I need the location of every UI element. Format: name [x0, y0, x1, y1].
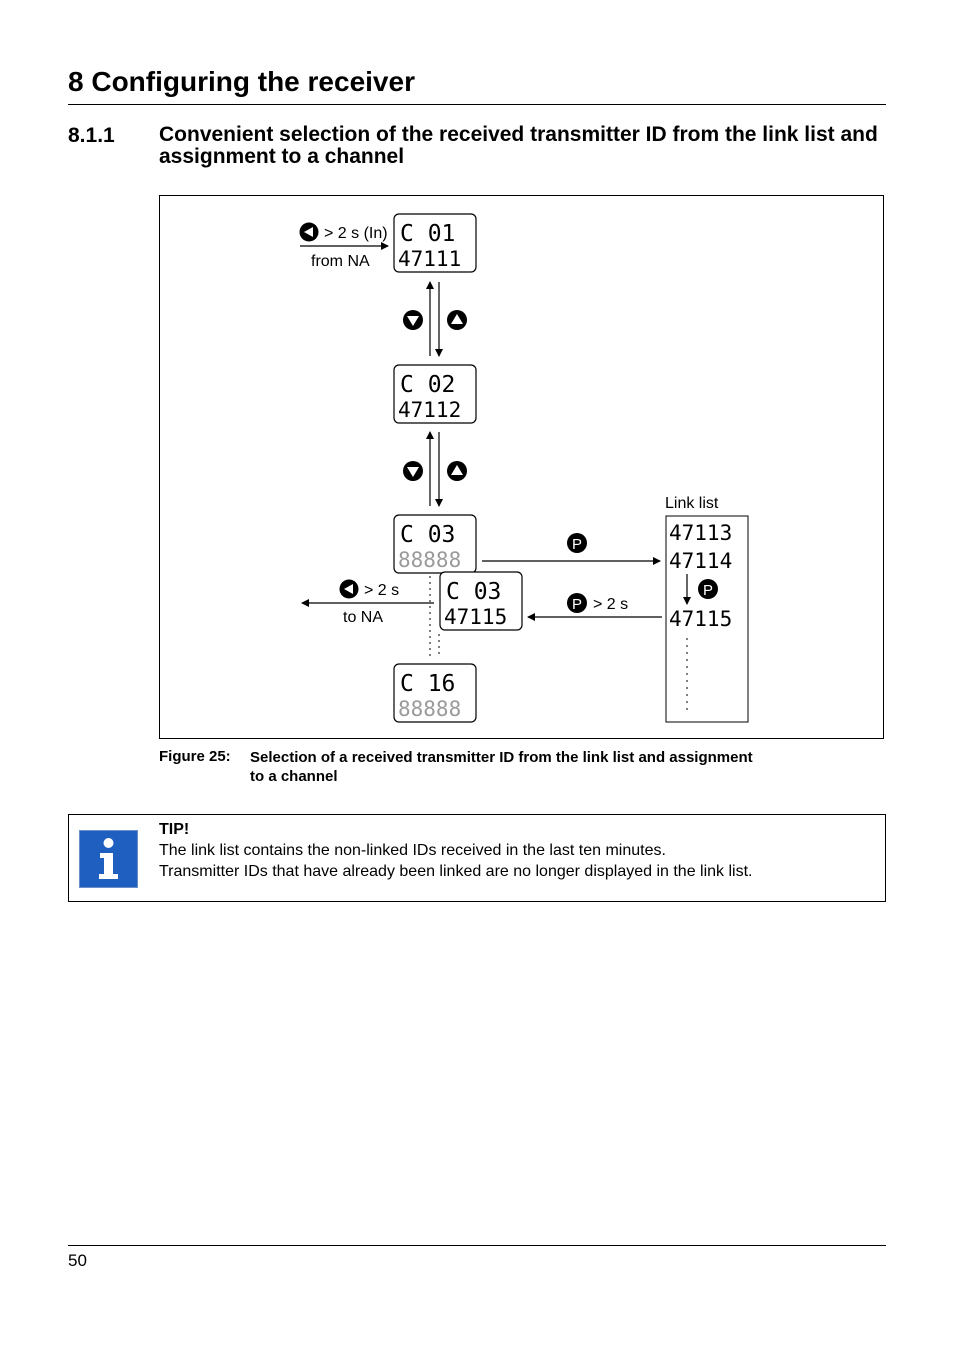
- header-rule: [68, 104, 886, 105]
- lcd-id: 47115: [444, 605, 508, 629]
- left-arrow-button-icon: [340, 580, 359, 599]
- section-title: Convenient selection of the received transmitter ID from the link list and assignment to a channel: [159, 123, 878, 168]
- lcd-channel: C 16: [400, 671, 456, 697]
- lcd-channel: C 03: [400, 522, 456, 548]
- lcd-id-blank: 88888: [398, 697, 462, 721]
- up-arrow-button-icon: [447, 461, 467, 481]
- p-button-label: P: [571, 536, 583, 553]
- lcd-display-c02: [394, 365, 476, 423]
- from-na-label: from NA: [311, 253, 370, 270]
- lcd-channel: C 03: [446, 579, 502, 605]
- p-time-label: > 2 s: [593, 596, 629, 613]
- lcd-display-c03-empty: [394, 515, 476, 573]
- to-na-time-label: > 2 s: [364, 582, 400, 599]
- p-button-icon: [567, 593, 587, 613]
- lcd-id: 47112: [398, 398, 462, 422]
- lcd-display-c01: [394, 214, 476, 272]
- lcd-id: 47111: [398, 247, 462, 271]
- up-arrow-button-icon: [447, 310, 467, 330]
- p-button-label: P: [702, 582, 714, 599]
- link-list: [666, 516, 748, 722]
- link-list-item: 47115: [669, 607, 733, 631]
- link-list-title: Link list: [665, 495, 719, 512]
- section-number: 8.1.1: [68, 124, 115, 147]
- lcd-id-blank: 88888: [398, 548, 462, 572]
- figure-caption-label: Figure 25:: [159, 748, 231, 765]
- figure-25: [159, 195, 884, 739]
- footer-rule: [68, 1245, 886, 1246]
- tip-title: TIP!: [159, 821, 190, 838]
- lcd-channel: C 01: [400, 221, 456, 247]
- figure-diagram: [160, 196, 885, 740]
- figure-caption-text: Selection of a received transmitter ID from the link list and assignment to a channel: [250, 749, 753, 785]
- info-icon: [79, 830, 138, 888]
- p-button-icon: [698, 579, 718, 599]
- from-na-time-label: > 2 s (In): [324, 225, 388, 242]
- tip-box: [68, 814, 886, 902]
- link-list-item: 47114: [669, 549, 733, 573]
- p-button-label: P: [571, 596, 583, 613]
- down-arrow-button-icon: [403, 310, 423, 330]
- page-number: 50: [68, 1251, 87, 1270]
- chapter-title: 8 Configuring the receiver: [68, 66, 415, 97]
- to-na-label: to NA: [343, 609, 384, 626]
- lcd-display-c16: [394, 664, 476, 722]
- left-arrow-button-icon: [300, 223, 319, 242]
- tip-line-1: The link list contains the non-linked IDs received in the last ten minutes.: [159, 842, 666, 859]
- down-arrow-button-icon: [403, 461, 423, 481]
- lcd-display-c03-assigned: [440, 572, 522, 630]
- lcd-channel: C 02: [400, 372, 456, 398]
- p-button-icon: [567, 533, 587, 553]
- link-list-item: 47113: [669, 521, 733, 545]
- tip-line-2: Transmitter IDs that have already been linked are no longer displayed in the link list.: [159, 863, 753, 880]
